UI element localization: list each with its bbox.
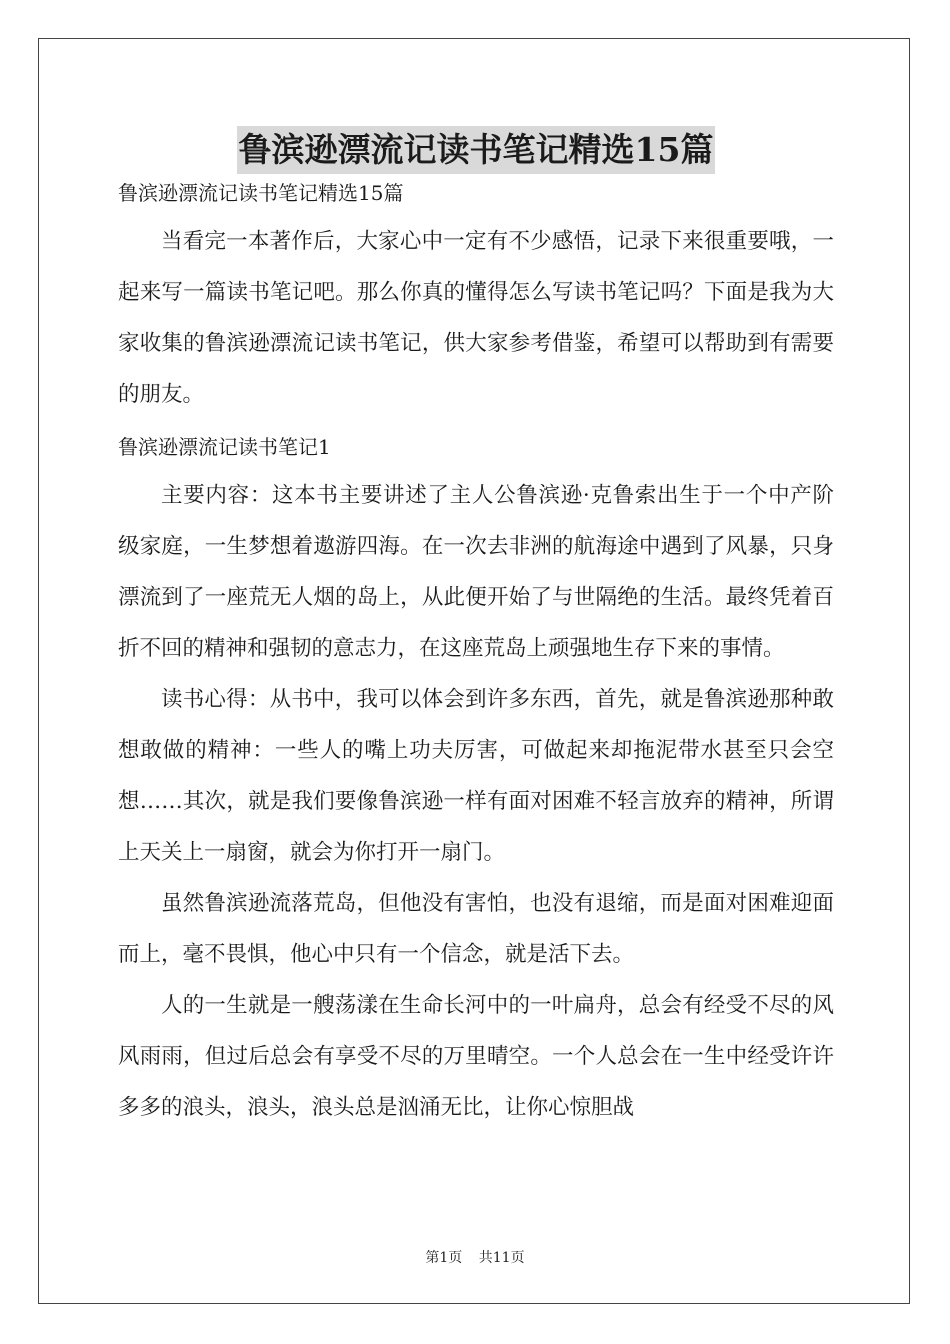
document-body: [118, 120, 834, 1133]
body-paragraph-1: 主要内容：这本书主要讲述了主人公鲁滨逊·克鲁索出生于一个中产阶级家庭，一生梦想着遨游四海。在一次去非洲的航海途中遇到了风暴，只身漂流到了一座荒无人烟的岛上，从此便开始了与世隔绝的生活。最终凭着百折不回的精神和强韧的意志力，在这座荒岛上顽强地生存下来的事情。: [118, 483, 834, 661]
body-paragraph-2: 读书心得：从书中，我可以体会到许多东西，首先，就是鲁滨逊那种敢想敢做的精神：一些人的嘴上功夫厉害，可做起来却拖泥带水甚至只会空想……其次，就是我们要像鲁滨逊一样有面对困难不轻言放弃的精神，所谓上天关上一扇窗，就会为你打开一扇门。: [118, 687, 834, 865]
body-paragraph-4: 人的一生就是一艘荡漾在生命长河中的一叶扁舟，总会有经受不尽的风风雨雨，但过后总会有享受不尽的万里晴空。一个人总会在一生中经受许许多多的浪头，浪头，浪头总是汹涌无比，让你心惊胆战: [118, 993, 834, 1120]
body-paragraph-3: 虽然鲁滨逊流落荒岛，但他没有害怕，也没有退缩，而是面对困难迎面而上，毫不畏惧，他心中只有一个信念，就是活下去。: [118, 891, 834, 967]
intro-paragraph: 当看完一本著作后，大家心中一定有不少感悟，记录下来很重要哦，一起来写一篇读书笔记吧。那么你真的懂得怎么写读书笔记吗？下面是我为大家收集的鲁滨逊漂流记读书笔记，供大家参考借鉴，希望可以帮助到有需要的朋友。: [118, 229, 834, 407]
page-footer: [0, 1247, 950, 1267]
page-number: 第1页: [425, 1250, 463, 1266]
section-heading: 鲁滨逊漂流记读书笔记1: [118, 435, 331, 459]
document-title: 鲁滨逊漂流记读书笔记精选15篇: [237, 126, 716, 174]
page-total: 共11页: [478, 1250, 525, 1266]
title-wrapper: [118, 120, 834, 176]
document-subtitle: 鲁滨逊漂流记读书笔记精选15篇: [118, 181, 404, 205]
